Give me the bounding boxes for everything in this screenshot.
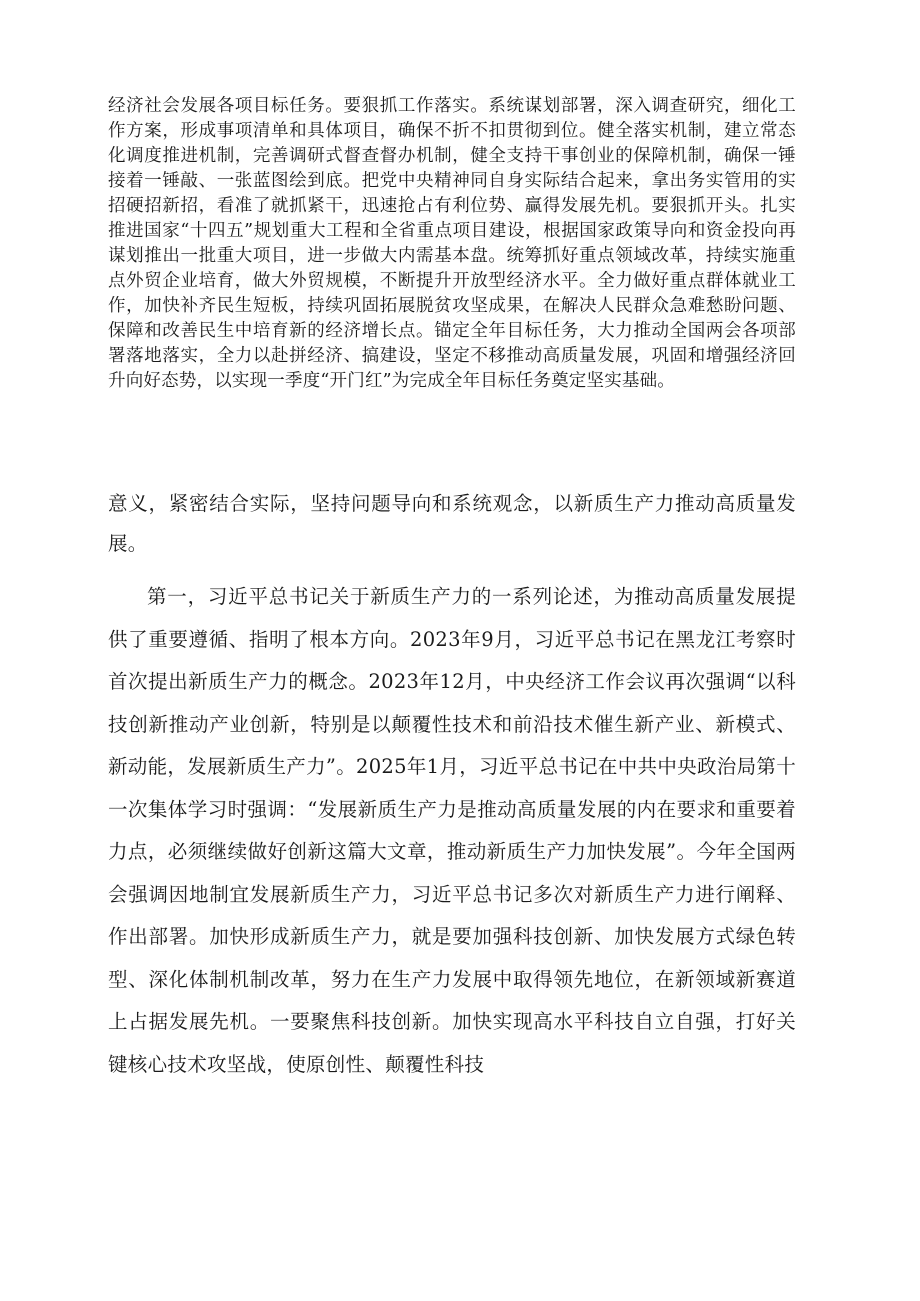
paragraph-continuation: 意义，紧密结合实际，坚持问题导向和系统观念，以新质生产力推动高质量发展。 bbox=[108, 492, 796, 555]
paragraph-new-quality-productivity: 第一，习近平总书记关于新质生产力的一系列论述，为推动高质量发展提供了重要遵循、指明了根本方向。2023年9月，习近平总书记在黑龙江考察时首次提出新质生产力的概念。2023年12月，中央经济工作会议再次强调“以科技创新推动产业创新，特别是以颠覆性技术和前沿技术催生新产业、新模式、新动能，发展新质生产力”。2025年1月，习近平总书记在中共中央政治局第十一次集体学习时强调：“发展新质生产力是推动高质量发展的内在要求和重要着力点，必须继续做好创新这篇大文章，推动新质生产力加快发展”。今年全国两会强调因地制宜发展新质生产力，习近平总书记多次对新质生产力进行阐释、作出部署。加快形成新质生产力，就是要加强科技创新、加快发展方式绿色转型、深化体制机制改革，努力在生产力发展中取得领先地位，在新领域新赛道上占据发展先机。一要聚焦科技创新。加快实现高水平科技自立自强，打好关键核心技术攻坚战，使原创性、颠覆性科技 bbox=[108, 585, 796, 1076]
paragraph-work-implementation: 经济社会发展各项目标任务。要狠抓工作落实。系统谋划部署，深入调查研究，细化工作方案，形成事项清单和具体项目，确保不折不扣贯彻到位。健全落实机制，建立常态化调度推进机制，完善调研式督查督办机制，健全支持干事创业的保障机制，确保一锤接着一锤敲、一张蓝图绘到底。把党中央精神同自身实际结合起来，拿出务实管用的实招硬招新招，看准了就抓紧干，迅速抢占有利位势、赢得发展先机。要狠抓开头。扎实推进国家“十四五”规划重大工程和全省重点项目建设，根据国家政策导向和资金投向再谋划推出一批重大项目，进一步做大内需基本盘。统筹抓好重点领域改革，持续实施重点外贸企业培育，做大外贸规模，不断提升开放型经济水平。全力做好重点群体就业工作，加快补齐民生短板，持续巩固拓展脱贫攻坚成果，在解决人民群众急难愁盼问题、保障和改善民生中培育新的经济增长点。锚定全年目标任务，大力推动全国两会各项部署落地落实，全力以赴拼经济、搞建设，坚定不移推动高质量发展，巩固和增强经济回升向好态势，以实现一季度“开门红”为完成全年目标任务奠定坚实基础。 bbox=[108, 96, 796, 391]
